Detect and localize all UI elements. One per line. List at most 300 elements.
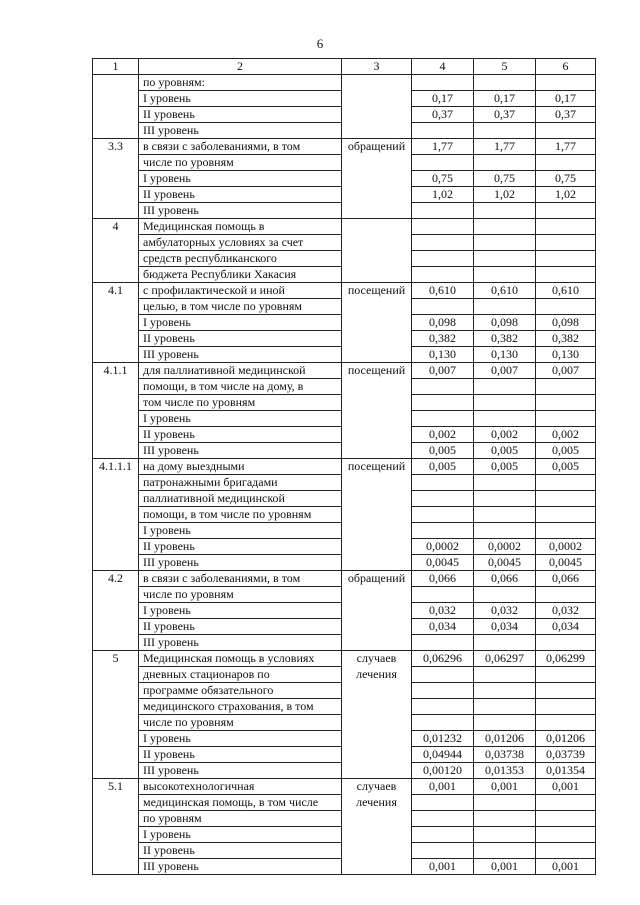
value-col-6: 0,382	[536, 331, 596, 347]
value-col-6: 0,032	[536, 603, 596, 619]
row-number	[93, 443, 139, 459]
table-row	[93, 379, 596, 395]
row-number	[93, 251, 139, 267]
row-number	[93, 203, 139, 219]
row-number: 5.1	[93, 779, 139, 795]
value-col-6: 0,005	[536, 443, 596, 459]
row-unit	[342, 843, 412, 859]
row-label: числе по уровням	[139, 715, 342, 731]
row-label: на дому выездными	[139, 459, 342, 475]
table-row	[93, 539, 596, 555]
row-number	[93, 411, 139, 427]
row-number	[93, 539, 139, 555]
row-label: I уровень	[139, 91, 342, 107]
value-col-4: 0,0002	[412, 539, 474, 555]
value-col-4	[412, 235, 474, 251]
row-number	[93, 491, 139, 507]
row-number	[93, 395, 139, 411]
value-col-4	[412, 523, 474, 539]
value-col-5: 0,0045	[474, 555, 536, 571]
table-row	[93, 251, 596, 267]
value-col-4	[412, 507, 474, 523]
row-label: II уровень	[139, 187, 342, 203]
table-row	[93, 315, 596, 331]
row-label: III уровень	[139, 555, 342, 571]
value-col-5: 0,01206	[474, 731, 536, 747]
table-row	[93, 203, 596, 219]
value-col-4	[412, 843, 474, 859]
table-row	[93, 779, 596, 795]
row-label: II уровень	[139, 427, 342, 443]
row-number	[93, 267, 139, 283]
table-row	[93, 667, 596, 683]
table-row	[93, 651, 596, 667]
table-row	[93, 459, 596, 475]
value-col-5: 1,02	[474, 187, 536, 203]
row-unit	[342, 427, 412, 443]
value-col-6	[536, 827, 596, 843]
value-col-6: 0,001	[536, 859, 596, 875]
row-number	[93, 603, 139, 619]
row-unit	[342, 347, 412, 363]
row-number: 5	[93, 651, 139, 667]
indicators-table	[92, 58, 596, 875]
row-label: II уровень	[139, 843, 342, 859]
value-col-5: 0,005	[474, 443, 536, 459]
value-col-5	[474, 827, 536, 843]
row-label: числе по уровням	[139, 587, 342, 603]
row-unit	[342, 315, 412, 331]
table-row	[93, 747, 596, 763]
row-number	[93, 763, 139, 779]
row-number	[93, 619, 139, 635]
value-col-5: 0,032	[474, 603, 536, 619]
value-col-5: 0,005	[474, 459, 536, 475]
table-row	[93, 715, 596, 731]
row-label: том числе по уровням	[139, 395, 342, 411]
table-row	[93, 571, 596, 587]
value-col-5: 0,007	[474, 363, 536, 379]
value-col-4	[412, 683, 474, 699]
row-label: медицинского страхования, в том	[139, 699, 342, 715]
value-col-5	[474, 715, 536, 731]
row-number	[93, 747, 139, 763]
row-unit	[342, 747, 412, 763]
row-number: 3.3	[93, 139, 139, 155]
row-number	[93, 427, 139, 443]
row-unit	[342, 443, 412, 459]
value-col-4	[412, 475, 474, 491]
value-col-4	[412, 699, 474, 715]
row-label: для паллиативной медицинской	[139, 363, 342, 379]
table-row	[93, 363, 596, 379]
table-row	[93, 587, 596, 603]
value-col-6	[536, 715, 596, 731]
row-unit	[342, 603, 412, 619]
value-col-4: 0,130	[412, 347, 474, 363]
table-row	[93, 507, 596, 523]
row-unit	[342, 731, 412, 747]
value-col-5	[474, 235, 536, 251]
row-number	[93, 155, 139, 171]
table-row	[93, 411, 596, 427]
row-unit	[342, 763, 412, 779]
table-row	[93, 395, 596, 411]
table-row	[93, 299, 596, 315]
value-col-4: 0,37	[412, 107, 474, 123]
value-col-5	[474, 795, 536, 811]
value-col-6: 0,007	[536, 363, 596, 379]
row-label: II уровень	[139, 747, 342, 763]
row-number	[93, 859, 139, 875]
table-row	[93, 843, 596, 859]
value-col-4: 0,382	[412, 331, 474, 347]
row-label: II уровень	[139, 107, 342, 123]
row-number	[93, 683, 139, 699]
row-unit	[342, 251, 412, 267]
value-col-5	[474, 411, 536, 427]
value-col-5: 0,75	[474, 171, 536, 187]
row-label: бюджета Республики Хакасия	[139, 267, 342, 283]
value-col-6	[536, 299, 596, 315]
column-header-2: 2	[139, 59, 342, 75]
row-unit: посещений	[342, 459, 412, 475]
value-col-6	[536, 411, 596, 427]
value-col-4	[412, 827, 474, 843]
row-label: I уровень	[139, 171, 342, 187]
row-number: 4.2	[93, 571, 139, 587]
row-number	[93, 91, 139, 107]
row-label: II уровень	[139, 539, 342, 555]
value-col-4	[412, 299, 474, 315]
value-col-6: 0,005	[536, 459, 596, 475]
table-row	[93, 603, 596, 619]
row-label: III уровень	[139, 635, 342, 651]
value-col-4: 0,00120	[412, 763, 474, 779]
row-unit	[342, 107, 412, 123]
row-number	[93, 731, 139, 747]
value-col-4	[412, 667, 474, 683]
value-col-6	[536, 235, 596, 251]
value-col-6: 0,01354	[536, 763, 596, 779]
row-unit	[342, 395, 412, 411]
value-col-6: 0,002	[536, 427, 596, 443]
row-number	[93, 379, 139, 395]
value-col-6	[536, 699, 596, 715]
row-unit	[342, 811, 412, 827]
row-label: Медицинская помощь в условиях	[139, 651, 342, 667]
header-row	[93, 59, 596, 75]
value-col-4	[412, 587, 474, 603]
row-unit: случаев	[342, 779, 412, 795]
table-row	[93, 427, 596, 443]
value-col-4: 0,005	[412, 443, 474, 459]
value-col-5: 0,382	[474, 331, 536, 347]
value-col-6: 0,37	[536, 107, 596, 123]
row-label: I уровень	[139, 523, 342, 539]
value-col-4: 0,001	[412, 859, 474, 875]
row-number: 4.1.1	[93, 363, 139, 379]
value-col-5: 0,37	[474, 107, 536, 123]
value-col-4: 1,77	[412, 139, 474, 155]
row-number	[93, 795, 139, 811]
row-number	[93, 635, 139, 651]
row-number	[93, 827, 139, 843]
value-col-6	[536, 155, 596, 171]
value-col-6	[536, 475, 596, 491]
row-number	[93, 187, 139, 203]
value-col-4: 0,06296	[412, 651, 474, 667]
row-number	[93, 555, 139, 571]
row-number	[93, 315, 139, 331]
value-col-4	[412, 203, 474, 219]
value-col-6	[536, 395, 596, 411]
row-label: в связи с заболеваниями, в том	[139, 139, 342, 155]
value-col-5	[474, 475, 536, 491]
value-col-4	[412, 251, 474, 267]
value-col-5: 0,002	[474, 427, 536, 443]
row-label: средств республиканского	[139, 251, 342, 267]
table-row	[93, 811, 596, 827]
value-col-4: 0,001	[412, 779, 474, 795]
value-col-6: 0,0002	[536, 539, 596, 555]
value-col-6	[536, 683, 596, 699]
row-number	[93, 107, 139, 123]
value-col-6	[536, 491, 596, 507]
value-col-6	[536, 219, 596, 235]
row-unit	[342, 155, 412, 171]
row-unit	[342, 123, 412, 139]
column-header-6: 6	[536, 59, 596, 75]
value-col-5: 0,01353	[474, 763, 536, 779]
value-col-6	[536, 267, 596, 283]
table-row	[93, 859, 596, 875]
row-label: помощи, в том числе на дому, в	[139, 379, 342, 395]
row-label: по уровням:	[139, 75, 342, 91]
row-number	[93, 235, 139, 251]
value-col-6: 0,001	[536, 779, 596, 795]
value-col-4	[412, 411, 474, 427]
value-col-5	[474, 683, 536, 699]
row-label: Медицинская помощь в	[139, 219, 342, 235]
value-col-6: 1,77	[536, 139, 596, 155]
row-label: амбулаторных условиях за счет	[139, 235, 342, 251]
value-col-6	[536, 667, 596, 683]
value-col-4: 0,098	[412, 315, 474, 331]
row-unit	[342, 827, 412, 843]
table-row	[93, 523, 596, 539]
value-col-4: 0,005	[412, 459, 474, 475]
table-row	[93, 171, 596, 187]
value-col-4	[412, 155, 474, 171]
value-col-6: 0,0045	[536, 555, 596, 571]
row-number	[93, 667, 139, 683]
column-header-1: 1	[93, 59, 139, 75]
table-row	[93, 155, 596, 171]
value-col-5	[474, 75, 536, 91]
value-col-5	[474, 203, 536, 219]
row-label: I уровень	[139, 411, 342, 427]
row-label: дневных стационаров по	[139, 667, 342, 683]
row-unit	[342, 331, 412, 347]
row-unit	[342, 299, 412, 315]
value-col-5: 0,098	[474, 315, 536, 331]
row-unit: посещений	[342, 363, 412, 379]
row-number: 4.1	[93, 283, 139, 299]
row-label: I уровень	[139, 315, 342, 331]
value-col-6	[536, 123, 596, 139]
row-label: I уровень	[139, 603, 342, 619]
table-row	[93, 443, 596, 459]
value-col-6: 0,034	[536, 619, 596, 635]
value-col-5	[474, 523, 536, 539]
value-col-6	[536, 587, 596, 603]
row-label: II уровень	[139, 331, 342, 347]
value-col-6: 0,17	[536, 91, 596, 107]
value-col-5	[474, 667, 536, 683]
row-unit: посещений	[342, 283, 412, 299]
value-col-4: 0,75	[412, 171, 474, 187]
row-number	[93, 523, 139, 539]
table-row	[93, 123, 596, 139]
value-col-4: 0,610	[412, 283, 474, 299]
value-col-4: 0,0045	[412, 555, 474, 571]
row-unit	[342, 379, 412, 395]
row-label: помощи, в том числе по уровням	[139, 507, 342, 523]
value-col-4	[412, 395, 474, 411]
row-label: III уровень	[139, 203, 342, 219]
row-number	[93, 347, 139, 363]
value-col-6	[536, 635, 596, 651]
row-label: программе обязательного	[139, 683, 342, 699]
row-label: II уровень	[139, 619, 342, 635]
value-col-6: 0,75	[536, 171, 596, 187]
row-unit	[342, 555, 412, 571]
value-col-4	[412, 379, 474, 395]
row-label: I уровень	[139, 731, 342, 747]
value-col-4: 0,002	[412, 427, 474, 443]
value-col-5: 0,06297	[474, 651, 536, 667]
row-number	[93, 171, 139, 187]
value-col-6	[536, 795, 596, 811]
value-col-6: 0,03739	[536, 747, 596, 763]
value-col-4: 0,032	[412, 603, 474, 619]
column-header-5: 5	[474, 59, 536, 75]
row-number	[93, 507, 139, 523]
row-label: III уровень	[139, 347, 342, 363]
row-unit	[342, 859, 412, 875]
row-number	[93, 843, 139, 859]
row-unit	[342, 187, 412, 203]
row-label: I уровень	[139, 827, 342, 843]
value-col-6	[536, 203, 596, 219]
page-number: 6	[316, 36, 324, 51]
table-row	[93, 235, 596, 251]
row-number	[93, 331, 139, 347]
row-label: высокотехнологичная	[139, 779, 342, 795]
value-col-5	[474, 267, 536, 283]
row-unit	[342, 267, 412, 283]
value-col-6: 0,066	[536, 571, 596, 587]
table-row	[93, 731, 596, 747]
value-col-6	[536, 523, 596, 539]
row-unit	[342, 635, 412, 651]
table-row	[93, 795, 596, 811]
row-unit	[342, 507, 412, 523]
value-col-5	[474, 811, 536, 827]
value-col-4: 0,17	[412, 91, 474, 107]
row-unit	[342, 715, 412, 731]
value-col-5	[474, 843, 536, 859]
row-number: 4	[93, 219, 139, 235]
table-row	[93, 619, 596, 635]
value-col-4: 0,04944	[412, 747, 474, 763]
value-col-5: 0,0002	[474, 539, 536, 555]
value-col-4	[412, 123, 474, 139]
value-col-5	[474, 379, 536, 395]
value-col-4: 0,007	[412, 363, 474, 379]
value-col-5	[474, 219, 536, 235]
row-unit: лечения	[342, 795, 412, 811]
table-row	[93, 331, 596, 347]
row-unit	[342, 475, 412, 491]
value-col-5: 0,001	[474, 779, 536, 795]
value-col-4	[412, 715, 474, 731]
row-number	[93, 123, 139, 139]
row-label: III уровень	[139, 763, 342, 779]
row-unit	[342, 411, 412, 427]
row-unit: обращений	[342, 139, 412, 155]
table-row	[93, 91, 596, 107]
row-unit	[342, 619, 412, 635]
value-col-4: 0,066	[412, 571, 474, 587]
value-col-6	[536, 507, 596, 523]
row-unit: случаев	[342, 651, 412, 667]
table-row	[93, 219, 596, 235]
value-col-4	[412, 219, 474, 235]
row-number: 4.1.1.1	[93, 459, 139, 475]
value-col-6	[536, 251, 596, 267]
value-col-5	[474, 507, 536, 523]
row-number	[93, 475, 139, 491]
value-col-6	[536, 843, 596, 859]
table-row	[93, 635, 596, 651]
table-row	[93, 107, 596, 123]
row-number	[93, 699, 139, 715]
value-col-6	[536, 379, 596, 395]
value-col-5	[474, 123, 536, 139]
value-col-4: 0,01232	[412, 731, 474, 747]
table-row	[93, 763, 596, 779]
value-col-5	[474, 251, 536, 267]
row-unit	[342, 587, 412, 603]
value-col-4	[412, 795, 474, 811]
value-col-6: 0,130	[536, 347, 596, 363]
value-col-6	[536, 75, 596, 91]
value-col-4	[412, 635, 474, 651]
value-col-4	[412, 75, 474, 91]
table-row	[93, 683, 596, 699]
table-row	[93, 491, 596, 507]
row-label: III уровень	[139, 443, 342, 459]
row-label: числе по уровням	[139, 155, 342, 171]
value-col-5: 0,034	[474, 619, 536, 635]
row-unit	[342, 203, 412, 219]
row-unit: обращений	[342, 571, 412, 587]
table-row	[93, 699, 596, 715]
row-unit	[342, 75, 412, 91]
value-col-6: 0,098	[536, 315, 596, 331]
